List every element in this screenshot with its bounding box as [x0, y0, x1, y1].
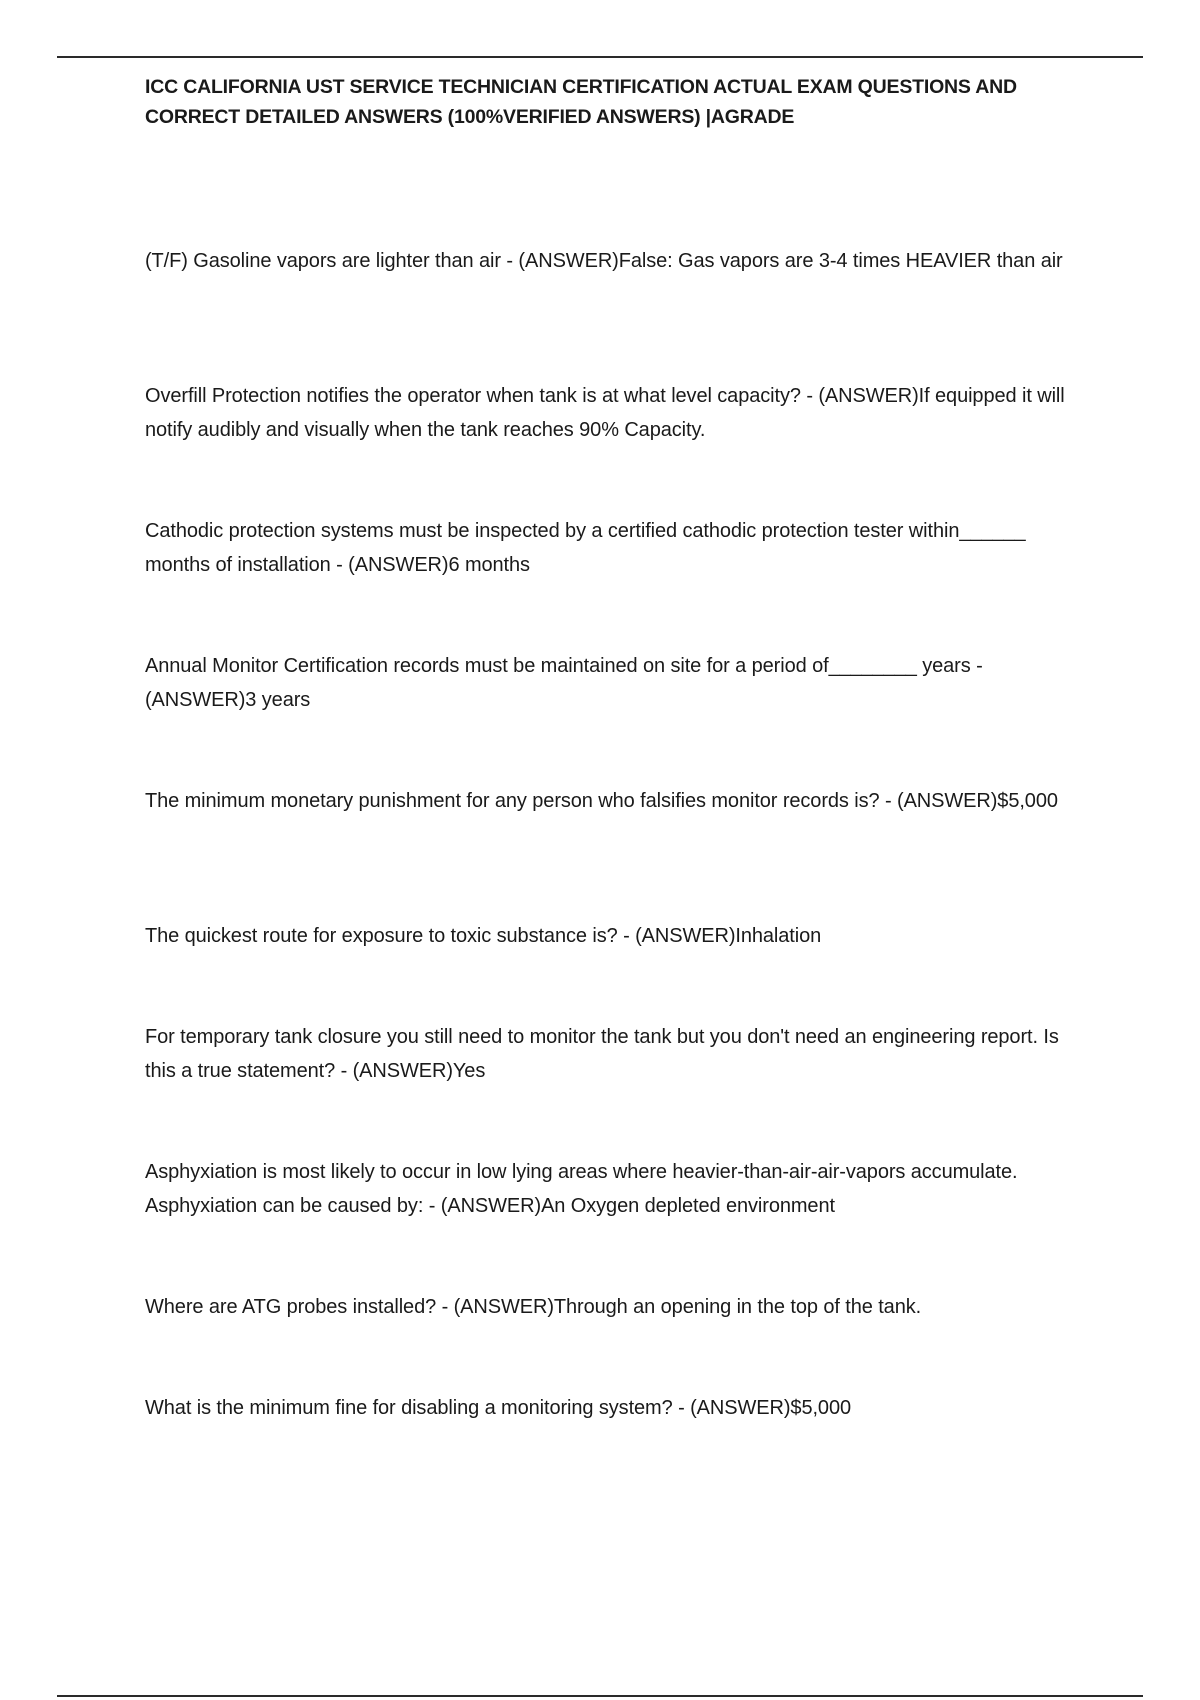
qa-item: What is the minimum fine for disabling a monitoring system? - (ANSWER)$5,000 — [145, 1397, 851, 1419]
qa-item: Cathodic protection systems must be inspected by a certified cathodic protection tester within______ months of installation - (ANSWER)6 months — [145, 520, 1026, 576]
document-body — [145, 72, 1085, 1419]
qa-item: For temporary tank closure you still need to monitor the tank but you don't need an engineering report. Is this a true statement? - (ANSWER)Yes — [145, 1026, 1059, 1082]
qa-item: Asphyxiation is most likely to occur in low lying areas where heavier-than-air-air-vapors accumulate. Asphyxiation can be caused by: - (ANSWER)An Oxygen depleted environment — [145, 1161, 1018, 1217]
qa-item: Where are ATG probes installed? - (ANSWER)Through an opening in the top of the tank. — [145, 1296, 922, 1318]
qa-item: Annual Monitor Certification records must be maintained on site for a period of________ years - (ANSWER)3 years — [145, 655, 983, 711]
top-rule — [57, 56, 1143, 58]
qa-item: (T/F) Gasoline vapors are lighter than air - (ANSWER)False: Gas vapors are 3-4 times HEAVIER than air — [145, 250, 1063, 272]
document-title: ICC CALIFORNIA UST SERVICE TECHNICIAN CERTIFICATION ACTUAL EXAM QUESTIONS AND CORRECT DETAILED ANSWERS (100%VERIFIED ANSWERS) |AGRADE — [145, 76, 1017, 128]
qa-item: The quickest route for exposure to toxic substance is? - (ANSWER)Inhalation — [145, 925, 822, 947]
qa-item: Overfill Protection notifies the operator when tank is at what level capacity? - (ANSWER)If equipped it will notify audibly and visually when the tank reaches 90% Capacity. — [145, 385, 1065, 441]
bottom-rule — [57, 1695, 1143, 1697]
qa-item: The minimum monetary punishment for any person who falsifies monitor records is? - (ANSWER)$5,000 — [145, 790, 1058, 812]
